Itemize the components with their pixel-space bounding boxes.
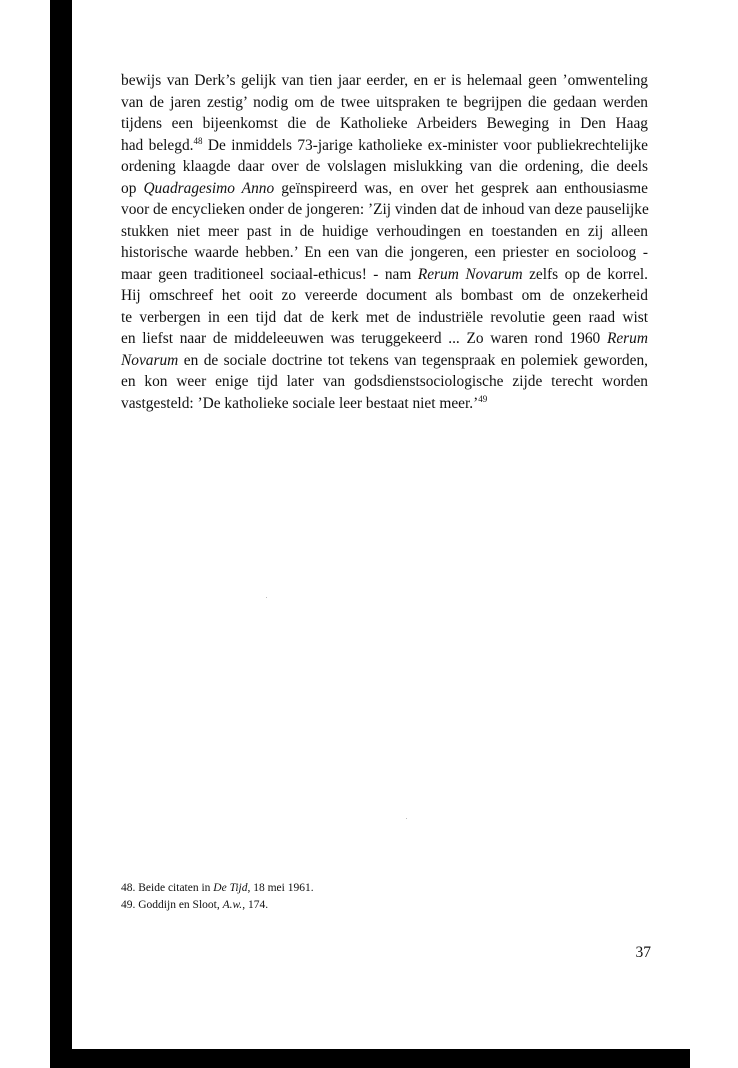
scan-edge-bottom <box>50 1049 690 1068</box>
text-line <box>121 307 648 329</box>
text-run: historische waarde hebben.’ En een van die jongeren, een priester en socioloog - <box>121 244 648 261</box>
italic-title: Quadragesimo Anno <box>143 179 275 197</box>
footnotes <box>121 880 648 914</box>
footnote <box>121 880 648 897</box>
text-run: en de sociale doctrine tot tekens van tegenspraak en polemiek geworden, <box>178 351 648 369</box>
text-run: tijdens een bijeenkomst die de Katholieke Arbeiders Beweging in Den Haag <box>121 115 648 132</box>
footnote-reference: 49 <box>478 393 488 404</box>
text-run: vastgesteld: ’De katholieke sociale leer bestaat niet meer.’ <box>121 394 479 412</box>
text-run: en kon weer enige tijd later van godsdienstsociologische zijde terecht worden <box>121 373 648 390</box>
text-run: had belegd. <box>121 136 194 154</box>
text-run: ordening klaagde daar over de volslagen mislukking van die ordening, die deels <box>121 158 648 175</box>
text-line <box>121 393 648 415</box>
text-run: Hij omschreef het ooit zo vereerde document als bombast om de onzekerheid <box>121 287 648 304</box>
italic-title: Novarum <box>121 351 179 369</box>
text-run: 48. Beide citaten in <box>121 882 214 894</box>
text-line <box>121 156 648 178</box>
page-number: 37 <box>635 944 651 961</box>
text-run: , 18 mei 1961. <box>247 882 314 894</box>
text-run: zelfs op de korrel. <box>522 265 648 283</box>
italic-title: Rerum Novarum <box>417 265 523 283</box>
text-run: maar geen traditioneel sociaal-ethicus! - nam <box>121 265 418 283</box>
text-line <box>121 70 648 92</box>
text-line <box>121 350 648 372</box>
italic-title: De Tijd <box>213 882 248 894</box>
text-run: geïnspireerd was, en over het gesprek aan enthousiasme <box>274 179 648 197</box>
text-run: 49. Goddijn en Sloot, <box>121 899 223 911</box>
text-run: voor de encyclieken onder de jongeren: ’Zij vinden dat de inhoud van deze pauselijke <box>121 201 649 218</box>
text-line <box>121 328 648 350</box>
text-line <box>121 371 648 393</box>
footnote-reference: 48 <box>193 135 203 146</box>
text-run: bewijs van Derk’s gelijk van tien jaar eerder, en er is helemaal geen ’omwenteling <box>121 72 648 89</box>
text-line <box>121 113 648 135</box>
text-line <box>121 264 648 286</box>
text-line <box>121 221 648 243</box>
text-line <box>121 242 648 264</box>
text-run: op <box>121 179 144 197</box>
text-line <box>121 92 648 114</box>
italic-title: Rerum <box>606 330 648 347</box>
scan-edge-left <box>50 0 72 1068</box>
footnote <box>121 897 648 914</box>
text-run: te verbergen in een tijd dat de kerk met de industriële revolutie geen raad wist <box>121 308 648 326</box>
italic-title: A.w. <box>222 899 243 911</box>
text-run: van de jaren zestig’ nodig om de twee uitspraken te begrijpen die gedaan werden <box>121 93 648 111</box>
scan-speck <box>406 818 407 819</box>
text-run: , 174. <box>242 899 269 911</box>
text-line <box>121 178 648 200</box>
text-line <box>121 135 648 157</box>
body-text <box>121 70 648 414</box>
scan-speck <box>266 597 267 598</box>
text-line <box>121 199 648 221</box>
text-run: stukken niet meer past in de huidige verhoudingen en toestanden en zij alleen <box>121 222 648 240</box>
text-run: en liefst naar de middeleeuwen was teruggekeerd ... Zo waren rond 1960 <box>121 330 607 347</box>
text-line <box>121 285 648 307</box>
text-run: De inmiddels 73-jarige katholieke ex-minister voor publiekrechtelijke <box>202 136 648 154</box>
